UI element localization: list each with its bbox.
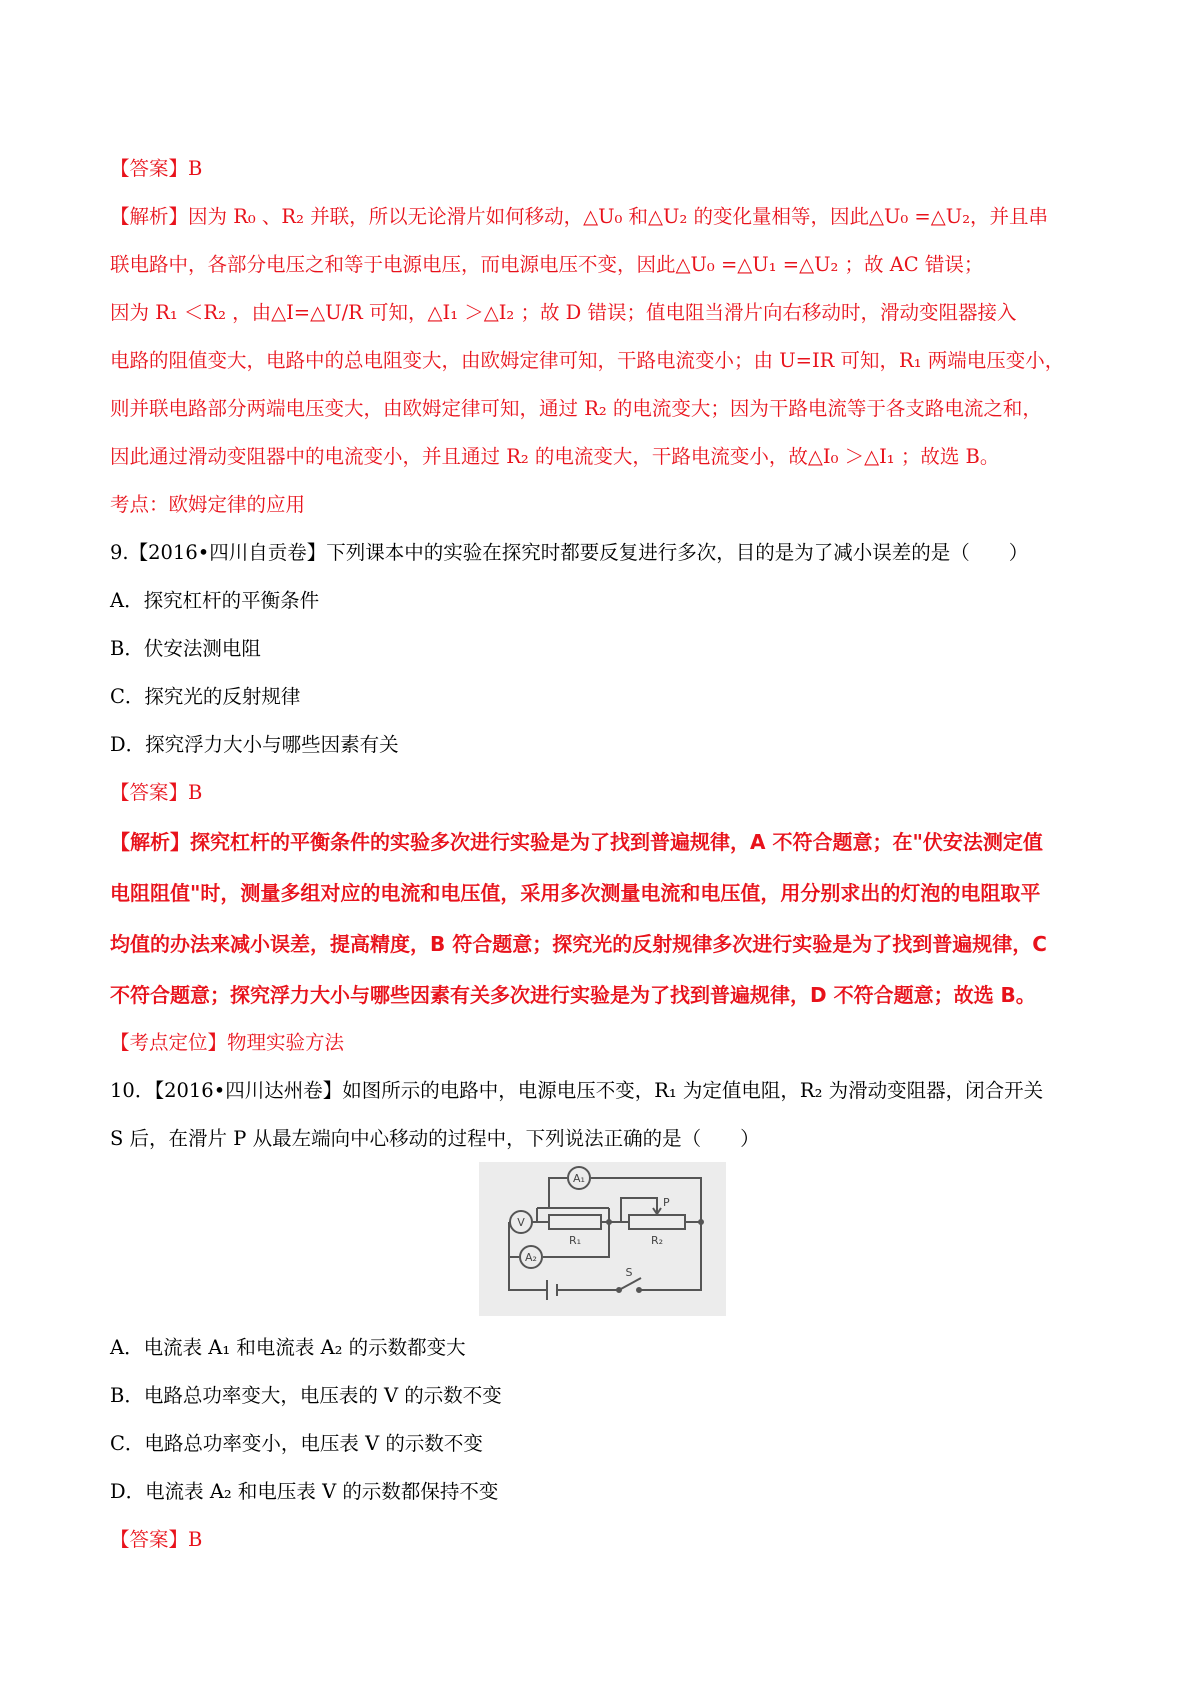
q9-answer: 【答案】B xyxy=(110,781,203,804)
r1-label: R₁ xyxy=(568,1234,582,1247)
q10-answer: 【答案】B xyxy=(110,1528,203,1551)
q10-option-a: A．电流表 A₁ 和电流表 A₂ 的示数都变大 xyxy=(110,1336,466,1359)
voltmeter-label: V xyxy=(517,1216,525,1229)
q8-analysis-line-4: 电路的阻值变大，电路中的总电阻变大，由欧姆定律可知，干路电流变小；由 U=IR 可知，R₁ 两端电压变小， xyxy=(110,349,1065,372)
r2-label: R₂ xyxy=(650,1234,664,1247)
q8-analysis-line-2: 联电路中，各部分电压之和等于电源电压，而电源电压不变，因此△U₀ =△U₁ =△U₂ ；故 AC 错误； xyxy=(110,253,984,276)
ammeter-a1-label: A₁ xyxy=(573,1172,585,1185)
q8-analysis-line-5: 则并联电路部分两端电压变大，由欧姆定律可知，通过 R₂ 的电流变大；因为干路电流等于各支路电流之和， xyxy=(110,397,1042,420)
q8-analysis-line-3: 因为 R₁ ＜R₂ ，由△I=△U/R 可知，△I₁ ＞△I₂ ；故 D 错误；值电阻当滑片向右移动时，滑动变阻器接入 xyxy=(110,301,1017,324)
q9-option-d: D．探究浮力大小与哪些因素有关 xyxy=(110,733,399,756)
q10-stem-line-2: S 后，在滑片 P 从最左端向中心移动的过程中，下列说法正确的是（ ） xyxy=(110,1127,760,1150)
ammeter-a2-label: A₂ xyxy=(525,1251,537,1264)
q8-answer: 【答案】B xyxy=(110,157,203,180)
q8-kaodian: 考点：欧姆定律的应用 xyxy=(110,493,306,516)
q9-analysis-line-1: 【解析】探究杠杆的平衡条件的实验多次进行实验是为了找到普遍规律，A 不符合题意；在"伏安法测定值 xyxy=(110,830,1043,854)
q10-stem-line-1: 10．【2016•四川达州卷】如图所示的电路中，电源电压不变，R₁ 为定值电阻，R₂ 为滑动变阻器，闭合开关 xyxy=(110,1079,1044,1102)
q9-analysis-line-2: 电阻阻值"时，测量多组对应的电流和电压值，采用多次测量电流和电压值，用分别求出的灯泡的电阻取平 xyxy=(110,881,1041,905)
q10-option-d: D．电流表 A₂ 和电压表 V 的示数都保持不变 xyxy=(110,1480,499,1503)
q9-option-b: B．伏安法测电阻 xyxy=(110,637,261,660)
q9-kaodian: 【考点定位】物理实验方法 xyxy=(110,1031,345,1054)
circuit-svg xyxy=(479,1162,726,1316)
q10-option-b: B．电路总功率变大，电压表的 V 的示数不变 xyxy=(110,1384,502,1407)
q9-stem: 9.【2016•四川自贡卷】下列课本中的实验在探究时都要反复进行多次，目的是为了减小误差的是（ ） xyxy=(110,541,1029,564)
q9-option-a: A．探究杠杆的平衡条件 xyxy=(110,589,320,612)
q9-option-c: C．探究光的反射规律 xyxy=(110,685,301,708)
circuit-diagram xyxy=(479,1162,726,1316)
switch-s-label: S xyxy=(625,1266,633,1279)
q9-analysis-line-3: 均值的办法来减小误差，提高精度，B 符合题意；探究光的反射规律多次进行实验是为了找到普遍规律，C xyxy=(110,932,1047,956)
q8-analysis-line-1: 【解析】因为 R₀ 、R₂ 并联，所以无论滑片如何移动，△U₀ 和△U₂ 的变化量相等，因此△U₀ =△U₂，并且串 xyxy=(110,205,1049,228)
q9-analysis-line-4: 不符合题意；探究浮力大小与哪些因素有关多次进行实验是为了找到普遍规律，D 不符合题意；故选 B。 xyxy=(110,983,1036,1007)
q8-analysis-line-6: 因此通过滑动变阻器中的电流变小，并且通过 R₂ 的电流变大，干路电流变小，故△I₀ ＞△I₁ ；故选 B。 xyxy=(110,445,1000,468)
slider-p-label: P xyxy=(663,1196,670,1209)
q10-option-c: C．电路总功率变小，电压表 V 的示数不变 xyxy=(110,1432,483,1455)
